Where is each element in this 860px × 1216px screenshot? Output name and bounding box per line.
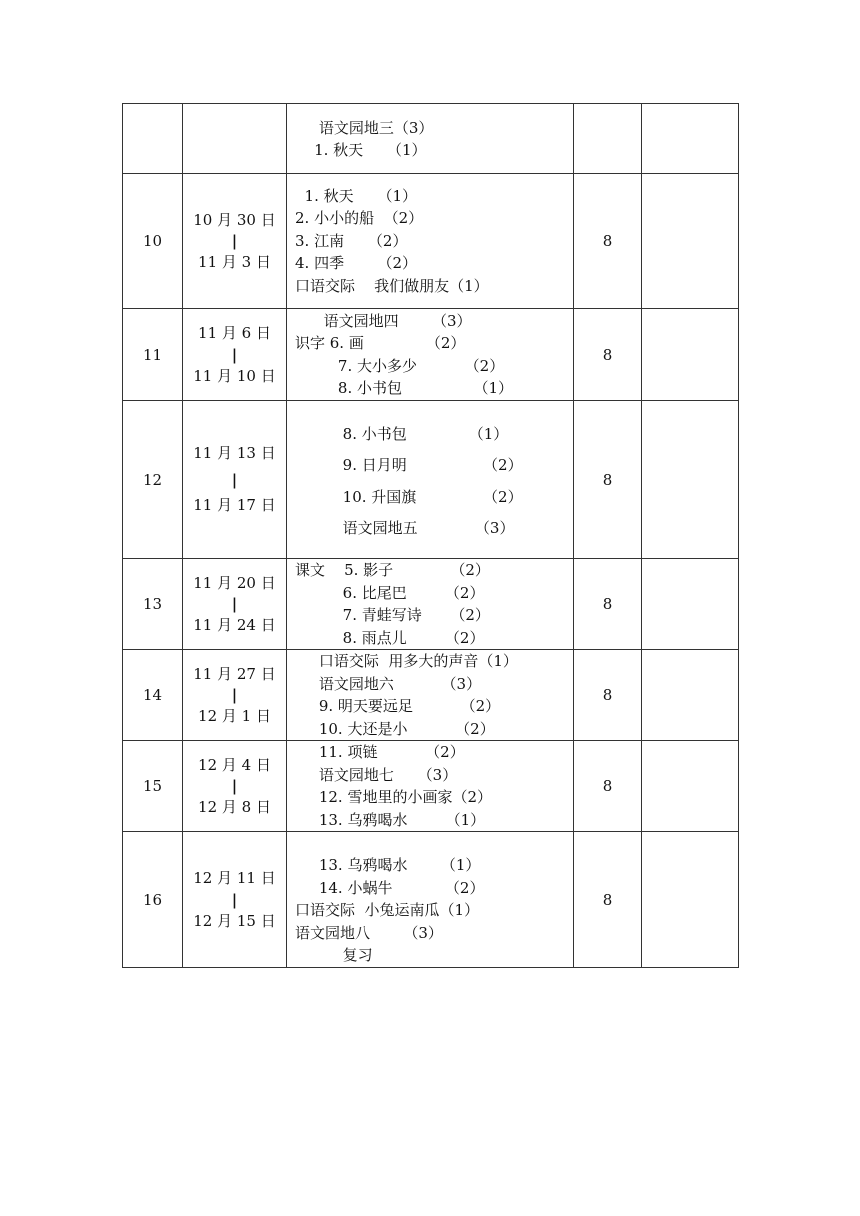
schedule-body bbox=[123, 104, 739, 968]
lesson-line: 10. 大还是小 （2） bbox=[295, 719, 495, 738]
date-start: 10 月 30 日 bbox=[193, 210, 276, 229]
date-end: 12 月 15 日 bbox=[193, 911, 276, 930]
week-number-cell: 12 bbox=[123, 401, 183, 559]
lesson-content-cell bbox=[287, 832, 574, 968]
week-number-cell: 13 bbox=[123, 559, 183, 650]
hours-cell: 8 bbox=[574, 174, 642, 309]
table-row bbox=[123, 741, 739, 832]
hours-cell: 8 bbox=[574, 650, 642, 741]
date-range-cell bbox=[183, 104, 287, 174]
date-separator: | bbox=[231, 232, 238, 250]
week-number-cell: 11 bbox=[123, 309, 183, 401]
table-row bbox=[123, 174, 739, 309]
lesson-line: 10. 升国旗 （2） bbox=[295, 487, 523, 506]
table-row bbox=[123, 309, 739, 401]
week-number-cell bbox=[123, 104, 183, 174]
notes-cell bbox=[642, 650, 739, 741]
lesson-line: 3. 江南 （2） bbox=[295, 231, 408, 250]
lesson-line: 口语交际 小兔运南瓜（1） bbox=[295, 901, 480, 920]
lesson-line: 语文园地三（3） bbox=[295, 118, 434, 137]
date-range-cell bbox=[183, 741, 287, 832]
lesson-content-cell bbox=[287, 309, 574, 401]
lesson-line: 13. 乌鸦喝水 （1） bbox=[295, 856, 481, 875]
lesson-line: 语文园地八 （3） bbox=[295, 923, 443, 942]
table-row bbox=[123, 832, 739, 968]
week-number-cell: 14 bbox=[123, 650, 183, 741]
lesson-line: 8. 雨点儿 （2） bbox=[295, 628, 485, 647]
lesson-line: 口语交际 用多大的声音（1） bbox=[295, 652, 518, 670]
hours-cell: 8 bbox=[574, 741, 642, 832]
lesson-content-cell bbox=[287, 174, 574, 309]
notes-cell bbox=[642, 174, 739, 309]
date-start: 11 月 27 日 bbox=[193, 664, 276, 683]
lesson-line: 12. 雪地里的小画家（2） bbox=[295, 788, 493, 806]
lesson-line: 2. 小小的船 （2） bbox=[295, 209, 424, 228]
hours-cell: 8 bbox=[574, 309, 642, 401]
lesson-line: 1. 秋天 （1） bbox=[295, 141, 427, 159]
date-end: 12 月 8 日 bbox=[198, 798, 271, 816]
week-number-cell: 10 bbox=[123, 174, 183, 309]
date-range-cell bbox=[183, 832, 287, 968]
lesson-content-cell bbox=[287, 559, 574, 650]
date-start: 12 月 11 日 bbox=[193, 869, 276, 887]
lesson-line: 识字 6. 画 （2） bbox=[295, 334, 466, 352]
lesson-line: 口语交际 我们做朋友（1） bbox=[295, 276, 489, 295]
week-number-cell: 15 bbox=[123, 741, 183, 832]
hours-cell bbox=[574, 104, 642, 174]
lesson-line: 9. 明天要远足 （2） bbox=[295, 697, 501, 715]
date-start: 11 月 6 日 bbox=[198, 324, 271, 342]
lesson-content-cell bbox=[287, 104, 574, 174]
lesson-line: 语文园地五 （3） bbox=[295, 519, 515, 537]
date-start: 11 月 20 日 bbox=[193, 573, 276, 592]
date-separator: | bbox=[231, 470, 238, 489]
date-end: 11 月 24 日 bbox=[193, 616, 276, 634]
date-range-cell bbox=[183, 650, 287, 741]
date-end: 11 月 10 日 bbox=[193, 366, 276, 385]
date-separator: | bbox=[231, 890, 238, 909]
lesson-content-cell bbox=[287, 741, 574, 832]
lesson-line: 语文园地六 （3） bbox=[295, 674, 482, 693]
lesson-line: 复习 bbox=[295, 946, 373, 965]
notes-cell bbox=[642, 741, 739, 832]
date-range-cell bbox=[183, 309, 287, 401]
lesson-line: 14. 小蜗牛 （2） bbox=[295, 878, 485, 897]
date-end: 11 月 17 日 bbox=[193, 495, 276, 514]
date-range-cell bbox=[183, 559, 287, 650]
notes-cell bbox=[642, 309, 739, 401]
lesson-line: 4. 四季 （2） bbox=[295, 254, 417, 273]
notes-cell bbox=[642, 401, 739, 559]
lesson-line: 13. 乌鸦喝水 （1） bbox=[295, 810, 486, 829]
date-end: 12 月 1 日 bbox=[198, 707, 271, 725]
notes-cell bbox=[642, 559, 739, 650]
lesson-line: 9. 日月明 （2） bbox=[295, 456, 523, 474]
date-end: 11 月 3 日 bbox=[198, 253, 271, 271]
date-separator: | bbox=[231, 595, 238, 613]
hours-cell: 8 bbox=[574, 832, 642, 968]
table-row bbox=[123, 401, 739, 559]
lesson-line: 1. 秋天 （1） bbox=[295, 186, 417, 205]
date-separator: | bbox=[231, 777, 238, 795]
date-separator: | bbox=[231, 686, 238, 704]
lesson-line: 7. 青蛙写诗 （2） bbox=[295, 606, 490, 624]
table-row bbox=[123, 104, 739, 174]
date-separator: | bbox=[231, 345, 238, 364]
lesson-line: 6. 比尾巴 （2） bbox=[295, 583, 485, 602]
table-row bbox=[123, 559, 739, 650]
lesson-line: 8. 小书包 （1） bbox=[295, 424, 509, 443]
lesson-line: 7. 大小多少 （2） bbox=[295, 356, 505, 375]
notes-cell bbox=[642, 832, 739, 968]
lesson-line: 语文园地七 （3） bbox=[295, 765, 458, 784]
date-start: 11 月 13 日 bbox=[193, 444, 276, 462]
lesson-line: 语文园地四 （3） bbox=[295, 311, 472, 330]
lesson-content-cell bbox=[287, 650, 574, 741]
lesson-line: 11. 项链 （2） bbox=[295, 743, 465, 761]
lesson-line: 8. 小书包 （1） bbox=[295, 379, 514, 397]
hours-cell: 8 bbox=[574, 559, 642, 650]
date-range-cell bbox=[183, 174, 287, 309]
date-start: 12 月 4 日 bbox=[198, 755, 271, 774]
date-range-cell bbox=[183, 401, 287, 559]
week-number-cell: 16 bbox=[123, 832, 183, 968]
lesson-content-cell bbox=[287, 401, 574, 559]
table-row bbox=[123, 650, 739, 741]
lesson-line: 课文 5. 影子 （2） bbox=[295, 561, 490, 579]
notes-cell bbox=[642, 104, 739, 174]
schedule-table bbox=[122, 103, 739, 968]
hours-cell: 8 bbox=[574, 401, 642, 559]
